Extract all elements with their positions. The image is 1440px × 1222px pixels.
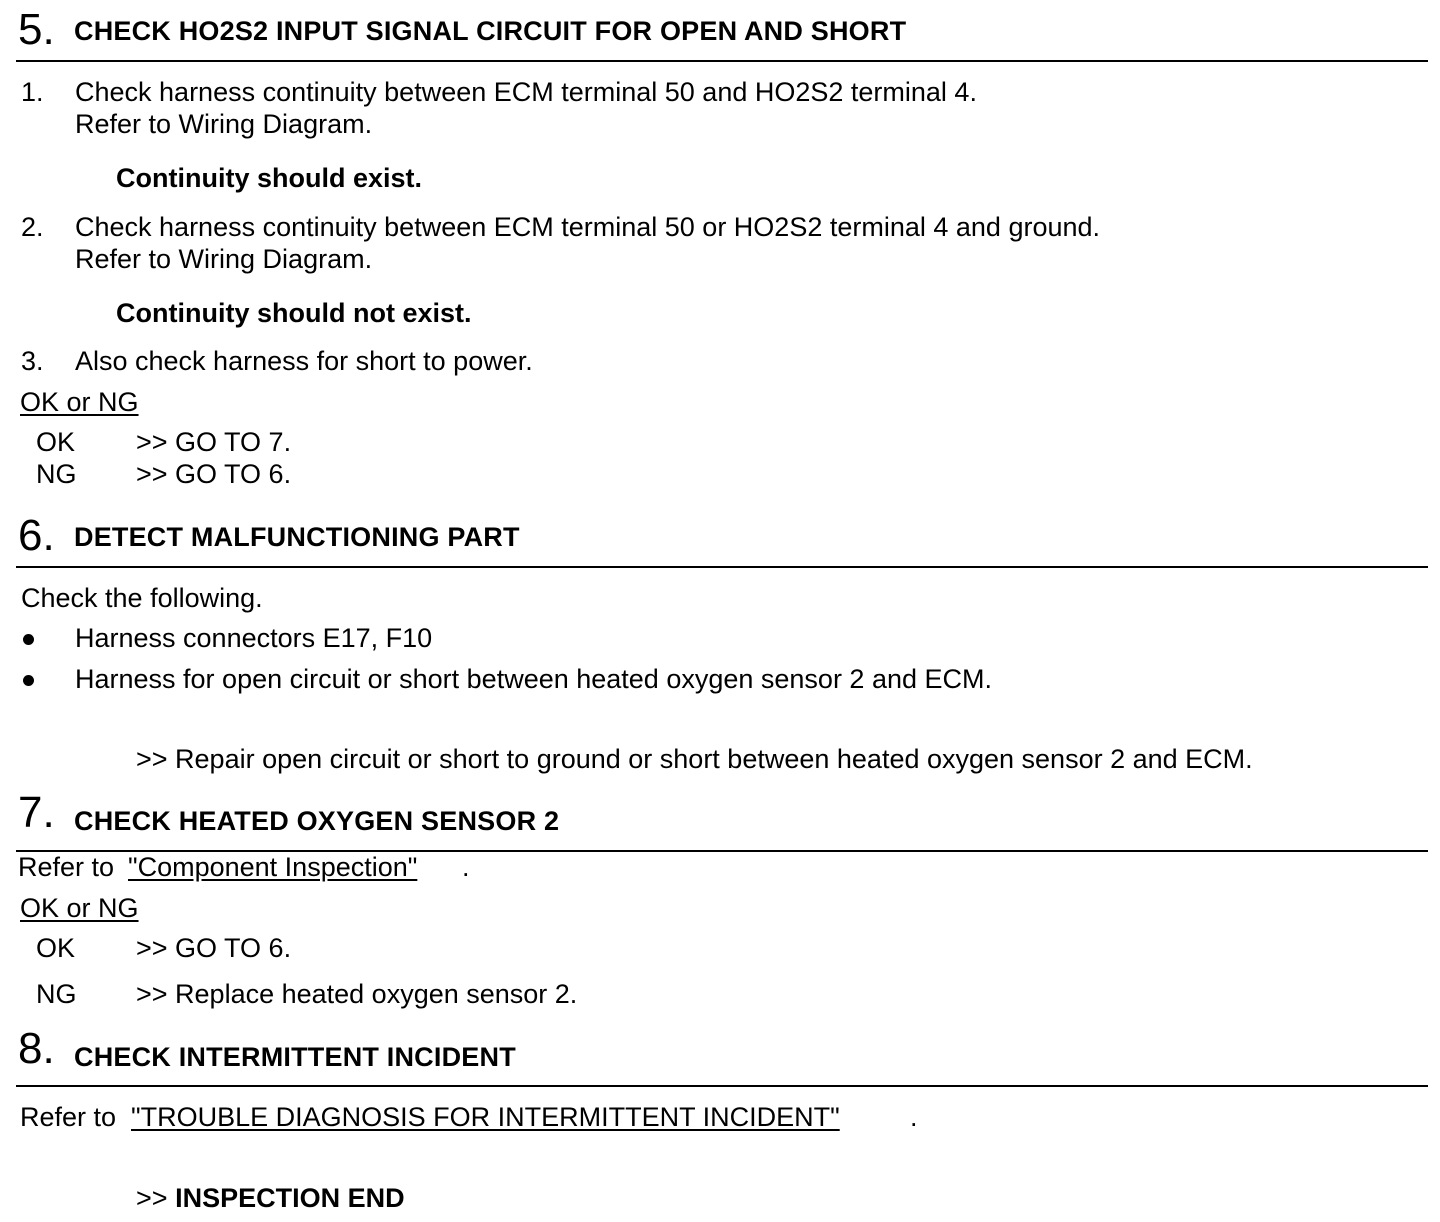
section-number: 6. [18,511,55,560]
step-text: Refer to Wiring Diagram. [75,109,373,139]
section-divider [16,60,1428,62]
section-title: CHECK HEATED OXYGEN SENSOR 2 [74,806,560,836]
bullet-icon [23,675,34,686]
step-text: Check harness continuity between ECM terminal 50 or HO2S2 terminal 4 and ground. [75,212,1101,242]
section-title: CHECK HO2S2 INPUT SIGNAL CIRCUIT FOR OPEN AND SHORT [74,16,907,46]
result-key-ok: OK [36,427,76,457]
intro-text: Check the following. [21,583,263,613]
spec-text: Continuity should exist. [116,163,423,193]
result-key-ng: NG [36,459,77,489]
result-key-ng: NG [36,979,77,1009]
refer-suffix: . [462,852,470,882]
trouble-diagnosis-link[interactable]: "TROUBLE DIAGNOSIS FOR INTERMITTENT INCIDENT" [131,1102,840,1132]
step-text: Refer to Wiring Diagram. [75,244,373,274]
refer-prefix: Refer to [18,852,115,882]
bullet-text: Harness for open circuit or short between heated oxygen sensor 2 and ECM. [75,664,992,694]
section-divider [16,1085,1428,1087]
refer-prefix: Refer to [20,1102,117,1132]
result-action: >> GO TO 6. [136,459,292,489]
step-text: Check harness continuity between ECM terminal 50 and HO2S2 terminal 4. [75,77,977,107]
section-divider [16,566,1428,568]
component-inspection-link[interactable]: "Component Inspection" [128,852,418,882]
step-number: 1. [21,77,44,107]
section-number: 8. [18,1024,55,1073]
bullet-text: Harness connectors E17, F10 [75,623,433,653]
ok-or-ng-label: OK or NG [20,893,139,923]
bullet-icon [23,634,34,645]
inspection-end [136,1183,405,1213]
spec-text: Continuity should not exist. [116,298,472,328]
result-action: >> Repair open circuit or short to ground or short between heated oxygen sensor 2 and ECM. [136,744,1253,774]
section-number: 7. [18,788,55,837]
ok-or-ng-label: OK or NG [20,387,139,417]
section-title: CHECK INTERMITTENT INCIDENT [74,1042,516,1072]
result-action: >> Replace heated oxygen sensor 2. [136,979,578,1009]
result-action: >> GO TO 6. [136,933,292,963]
result-action: >> GO TO 7. [136,427,292,457]
step-number: 2. [21,212,44,242]
end-prefix: >> [136,1183,168,1213]
step-number: 3. [21,346,44,376]
step-text: Also check harness for short to power. [75,346,533,376]
refer-suffix: . [910,1102,918,1132]
end-label: INSPECTION END [175,1183,405,1213]
section-title: DETECT MALFUNCTIONING PART [74,522,520,552]
result-key-ok: OK [36,933,76,963]
section-number: 5. [18,5,55,54]
